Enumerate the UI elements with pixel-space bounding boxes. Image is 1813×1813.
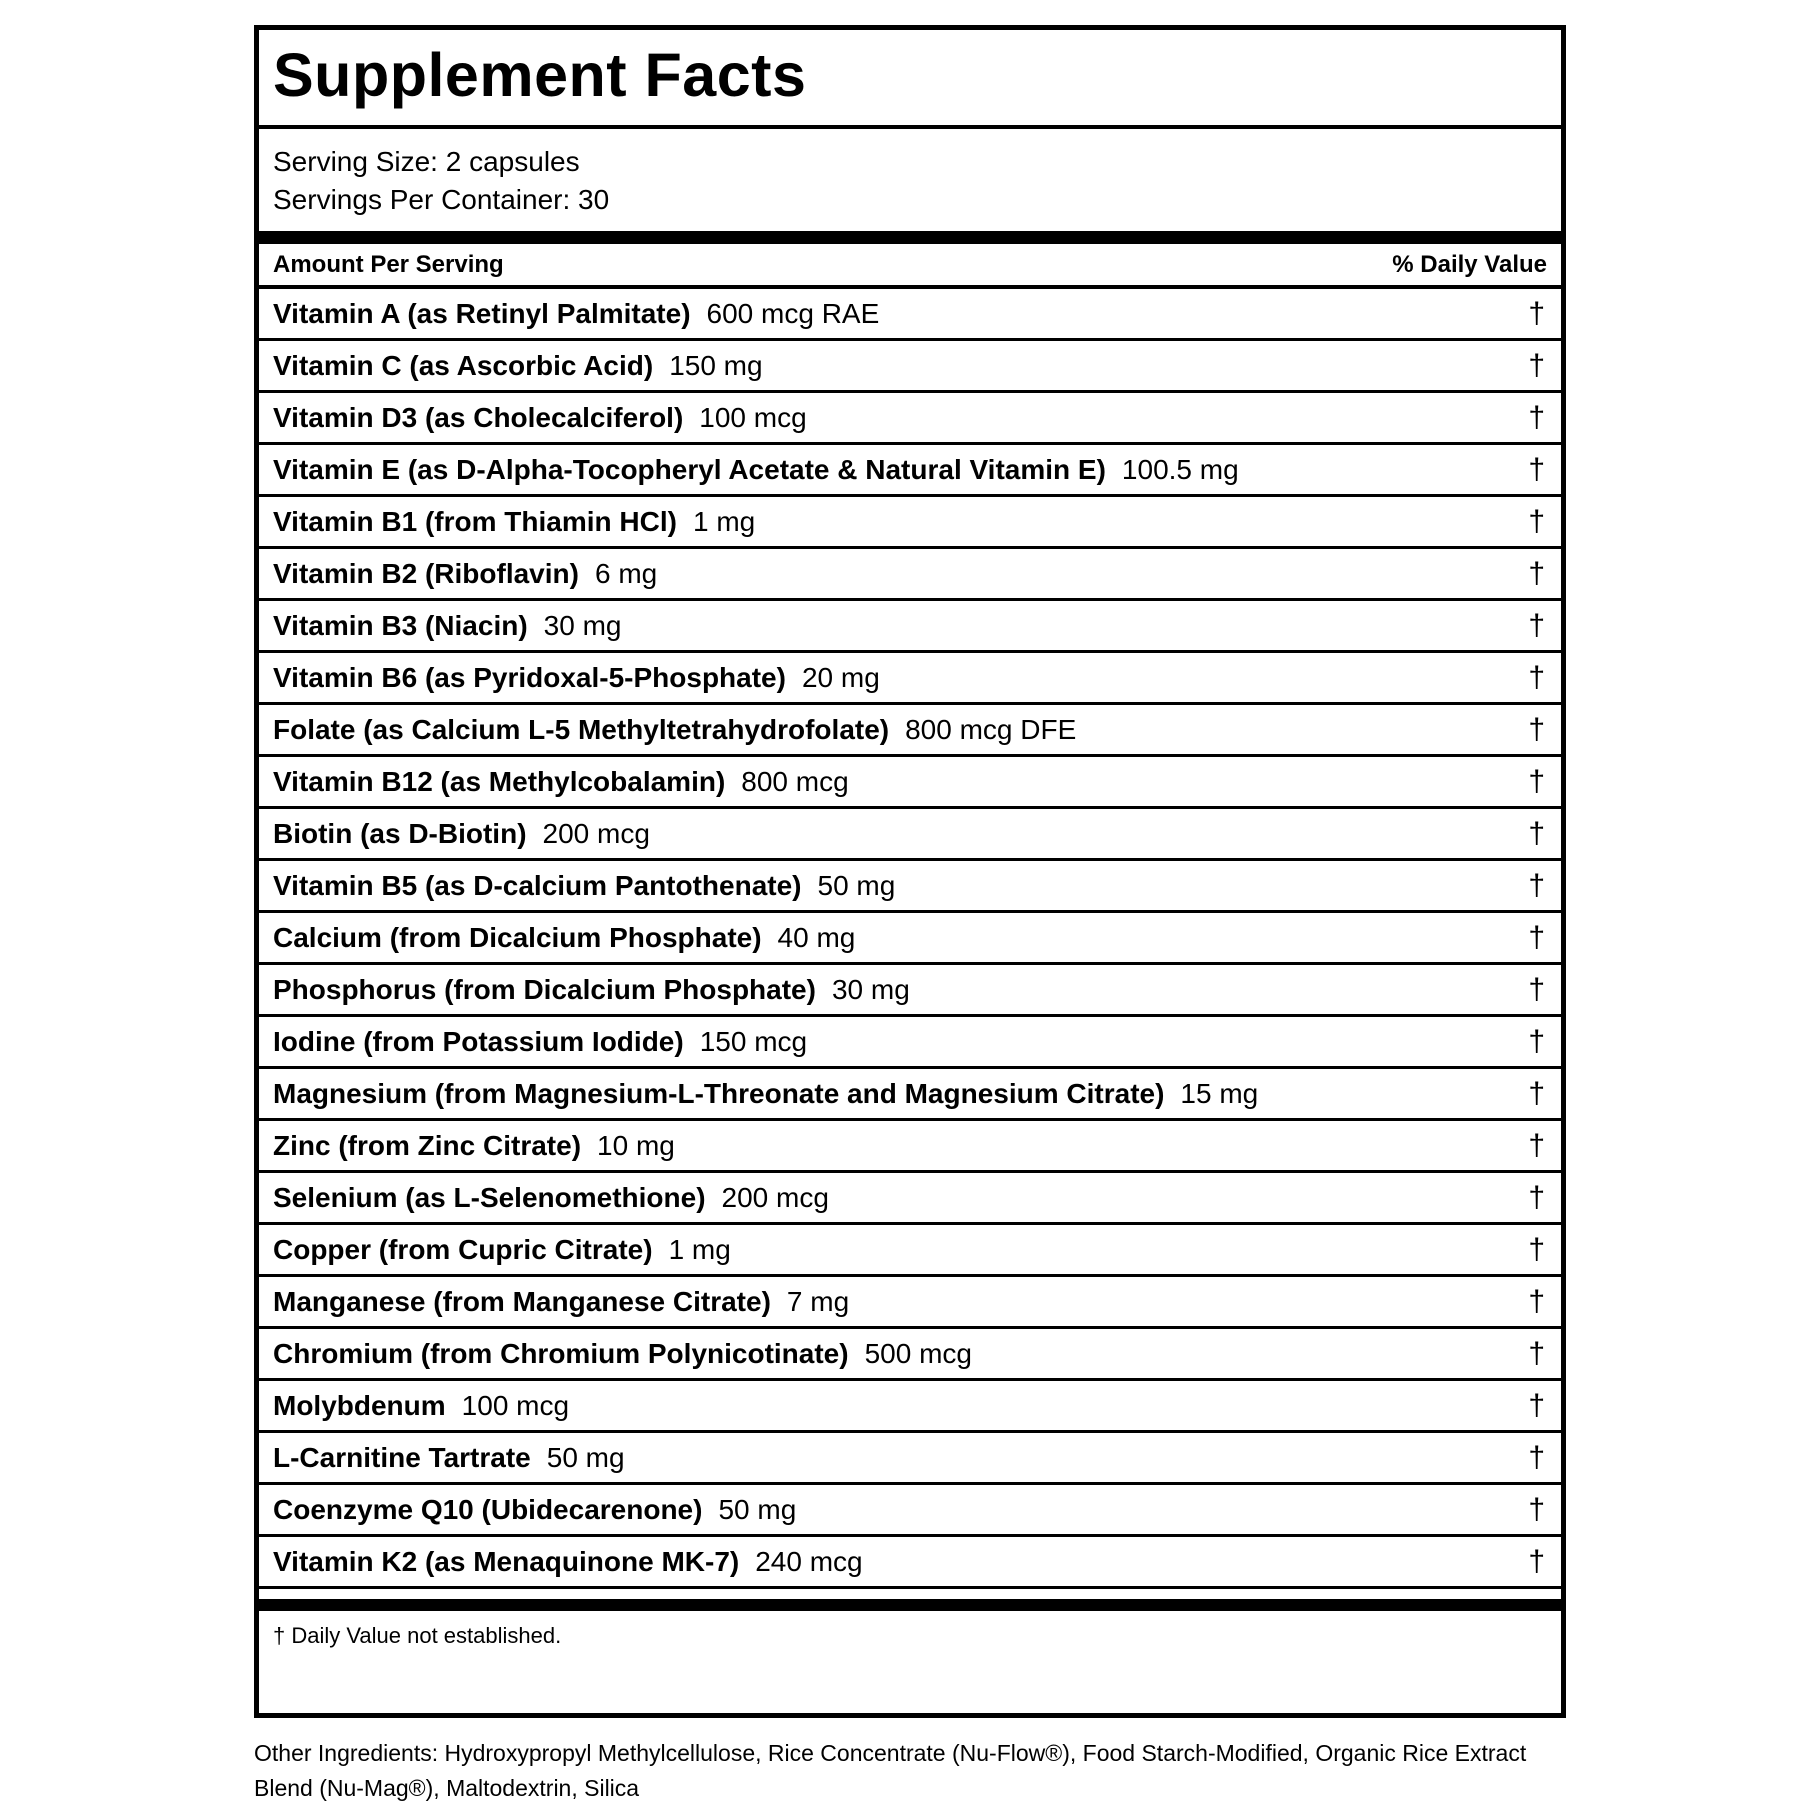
nutrient-name: Selenium (as L-Selenomethione) <box>273 1181 706 1213</box>
serving-info <box>259 129 1561 231</box>
daily-value-dagger: † <box>1528 1388 1545 1422</box>
nutrient-name: Zinc (from Zinc Citrate) <box>273 1129 582 1161</box>
daily-value-dagger: † <box>1528 920 1545 954</box>
nutrient-row <box>259 393 1561 445</box>
nutrient-row <box>259 861 1561 913</box>
thick-divider-bottom <box>259 1599 1561 1611</box>
daily-value-dagger: † <box>1528 1128 1545 1162</box>
nutrient-amount: 200 mcg <box>542 817 650 849</box>
nutrient-amount: 1 mg <box>692 505 756 537</box>
nutrient-name: Vitamin B12 (as Methylcobalamin) <box>273 765 726 797</box>
daily-value-dagger: † <box>1528 504 1545 538</box>
nutrient-name: Vitamin B1 (from Thiamin HCl) <box>273 505 677 537</box>
other-ingredients: Other Ingredients: Hydroxypropyl Methylcellulose, Rice Concentrate (Nu-Flow®), Food Starch-Modified, Organic Rice Extract Blend (Nu-Mag®), Maltodextrin, Silica <box>254 1740 1527 1801</box>
nutrient-amount: 100 mcg <box>461 1389 570 1421</box>
daily-value-dagger: † <box>1528 452 1545 486</box>
column-header <box>259 244 1561 289</box>
nutrient-row <box>259 1381 1561 1433</box>
nutrient-amount: 1 mg <box>668 1233 731 1265</box>
nutrient-name: Magnesium (from Magnesium-L-Threonate and Magnesium Citrate) <box>273 1077 1165 1109</box>
nutrient-name: Vitamin B5 (as D-calcium Pantothenate) <box>273 869 802 901</box>
nutrient-amount: 20 mg <box>801 661 880 693</box>
daily-value-dagger: † <box>1528 556 1545 590</box>
nutrient-name: Vitamin C (as Ascorbic Acid) <box>273 349 654 381</box>
nutrient-amount: 240 mcg <box>755 1545 863 1577</box>
nutrient-row <box>259 1069 1561 1121</box>
daily-value-dagger: † <box>1528 712 1545 746</box>
nutrient-name: Vitamin B3 (Niacin) <box>273 609 528 641</box>
nutrient-row <box>259 1017 1561 1069</box>
nutrient-name: Manganese (from Manganese Citrate) <box>273 1285 771 1317</box>
nutrient-name: Calcium (from Dicalcium Phosphate) <box>273 921 762 953</box>
daily-value-dagger: † <box>1528 348 1545 382</box>
nutrient-row <box>259 497 1561 549</box>
nutrient-amount: 50 mg <box>817 869 896 901</box>
nutrient-amount: 150 mg <box>669 349 763 381</box>
nutrient-row <box>259 1225 1561 1277</box>
nutrient-amount: 7 mg <box>786 1285 850 1317</box>
daily-value-dagger: † <box>1528 608 1545 642</box>
nutrient-row <box>259 1537 1561 1589</box>
nutrient-name: Biotin (as D-Biotin) <box>273 817 527 849</box>
nutrient-name: Vitamin B2 (Riboflavin) <box>273 557 579 589</box>
footnote: † Daily Value not established. <box>273 1623 562 1648</box>
nutrient-name: Molybdenum <box>273 1389 446 1421</box>
daily-value-label: % Daily Value <box>1392 250 1547 278</box>
nutrient-amount: 15 mg <box>1180 1077 1259 1109</box>
nutrient-row <box>259 1277 1561 1329</box>
daily-value-dagger: † <box>1528 296 1545 330</box>
nutrient-row <box>259 601 1561 653</box>
nutrient-name: Vitamin D3 (as Cholecalciferol) <box>273 401 684 433</box>
nutrient-name: Vitamin A (as Retinyl Palmitate) <box>273 297 691 329</box>
daily-value-dagger: † <box>1528 1284 1545 1318</box>
nutrient-row <box>259 549 1561 601</box>
daily-value-dagger: † <box>1528 1336 1545 1370</box>
nutrient-amount: 50 mg <box>718 1493 797 1525</box>
nutrient-amount: 50 mg <box>546 1441 625 1473</box>
daily-value-dagger: † <box>1528 1024 1545 1058</box>
amount-per-serving-label: Amount Per Serving <box>273 250 504 278</box>
nutrient-amount: 800 mcg <box>741 765 849 797</box>
nutrient-name: Coenzyme Q10 (Ubidecarenone) <box>273 1493 703 1525</box>
daily-value-dagger: † <box>1528 1492 1545 1526</box>
panel-title: Supplement Facts <box>259 30 1561 129</box>
nutrient-name: Vitamin E (as D-Alpha-Tocopheryl Acetate & Natural Vitamin E) <box>273 453 1106 485</box>
thick-divider <box>259 231 1561 244</box>
nutrient-row <box>259 653 1561 705</box>
nutrient-row <box>259 289 1561 341</box>
servings-per-container: Servings Per Container: 30 <box>273 184 610 215</box>
daily-value-dagger: † <box>1528 1440 1545 1474</box>
spacer <box>259 1589 1561 1599</box>
nutrient-row <box>259 757 1561 809</box>
nutrient-row <box>259 1121 1561 1173</box>
nutrient-amount: 100 mcg <box>699 401 807 433</box>
nutrient-row <box>259 1173 1561 1225</box>
daily-value-dagger: † <box>1528 1544 1545 1578</box>
nutrient-amount: 500 mcg <box>864 1337 972 1369</box>
nutrient-amount: 200 mcg <box>721 1181 829 1213</box>
nutrient-name: Copper (from Cupric Citrate) <box>273 1233 653 1265</box>
nutrient-amount: 30 mg <box>543 609 622 641</box>
nutrient-amount: 150 mcg <box>699 1025 808 1057</box>
nutrient-name: Folate (as Calcium L-5 Methyltetrahydrofolate) <box>273 713 890 745</box>
nutrient-amount: 6 mg <box>594 557 658 589</box>
nutrient-amount: 800 mcg DFE <box>905 713 1077 745</box>
nutrient-amount: 100.5 mg <box>1121 453 1239 485</box>
serving-size: Serving Size: 2 capsules <box>273 146 580 177</box>
daily-value-dagger: † <box>1528 1076 1545 1110</box>
nutrient-name: Vitamin K2 (as Menaquinone MK-7) <box>273 1545 740 1577</box>
nutrient-row <box>259 341 1561 393</box>
daily-value-dagger: † <box>1528 660 1545 694</box>
nutrient-name: Vitamin B6 (as Pyridoxal-5-Phosphate) <box>273 661 786 693</box>
nutrient-name: Phosphorus (from Dicalcium Phosphate) <box>273 973 816 1005</box>
nutrient-row <box>259 445 1561 497</box>
daily-value-dagger: † <box>1528 972 1545 1006</box>
daily-value-dagger: † <box>1528 1180 1545 1214</box>
supplement-facts-panel <box>254 25 1566 1718</box>
daily-value-dagger: † <box>1528 1232 1545 1266</box>
nutrient-name: Chromium (from Chromium Polynicotinate) <box>273 1337 849 1369</box>
daily-value-dagger: † <box>1528 816 1545 850</box>
daily-value-dagger: † <box>1528 400 1545 434</box>
nutrient-row <box>259 1329 1561 1381</box>
nutrient-row <box>259 913 1561 965</box>
nutrient-row <box>259 705 1561 757</box>
nutrient-amount: 30 mg <box>831 973 910 1005</box>
nutrient-row <box>259 1485 1561 1537</box>
nutrient-amount: 600 mcg RAE <box>706 297 880 329</box>
nutrient-row <box>259 809 1561 861</box>
nutrient-name: L-Carnitine Tartrate <box>273 1441 531 1473</box>
daily-value-dagger: † <box>1528 764 1545 798</box>
nutrient-amount: 40 mg <box>777 921 856 953</box>
nutrient-list <box>259 289 1561 1589</box>
nutrient-amount: 10 mg <box>597 1129 675 1161</box>
nutrient-row <box>259 1433 1561 1485</box>
nutrient-name: Iodine (from Potassium Iodide) <box>273 1025 684 1057</box>
nutrient-row <box>259 965 1561 1017</box>
daily-value-dagger: † <box>1528 868 1545 902</box>
